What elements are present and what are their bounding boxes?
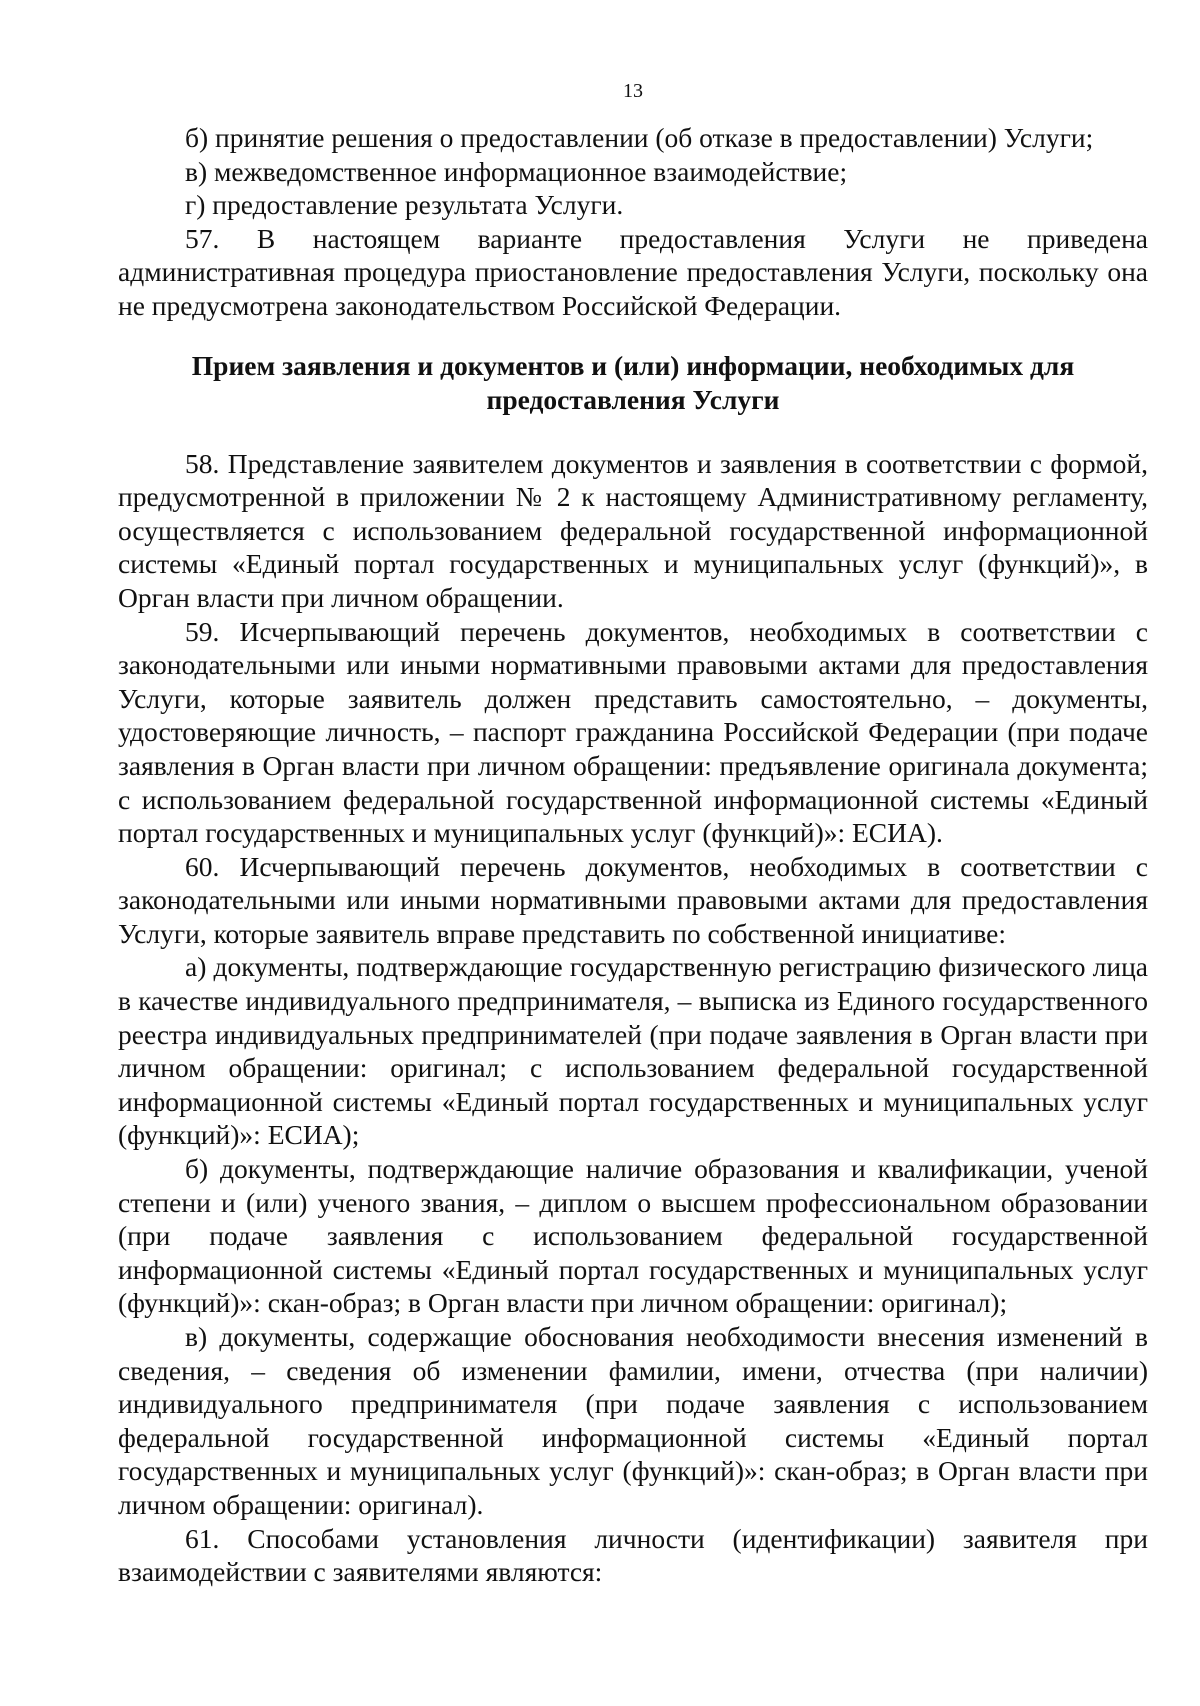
paragraph-58: 58. Представление заявителем документов и заявления в соответствии с формой, предусмотренной в приложении № 2 к настоящему Административному регламенту, осуществляется с использованием федеральной государственной информационной системы «Единый портал государственных и муниципальных услуг (функций)», в Орган власти при личном обращении. bbox=[118, 447, 1148, 613]
paragraph-59: 59. Исчерпывающий перечень документов, необходимых в соответствии с законодательными или иными нормативными правовыми актами для предоставления Услуги, которые заявитель должен представить самостоятельно, – документы, удостоверяющие личность, – паспорт гражданина Российской Федерации (при подаче заявления в Орган власти при личном обращении: предъявление оригинала документа; с использованием федеральной государственной информационной системы «Единый портал государственных и муниципальных услуг (функций)»: ЕСИА). bbox=[118, 615, 1148, 849]
paragraph-61: 61. Способами установления личности (идентификации) заявителя при взаимодействии с заявителями являются: bbox=[118, 1522, 1148, 1588]
section-heading: Прием заявления и документов и (или) информации, необходимых для предоставления Услуги bbox=[191, 349, 1075, 415]
list-item-g: г) предоставление результата Услуги. bbox=[185, 189, 624, 221]
list-item-v: в) межведомственное информационное взаимодействие; bbox=[185, 155, 848, 187]
paragraph-60: 60. Исчерпывающий перечень документов, необходимых в соответствии с законодательными или иными нормативными правовыми актами для предоставления Услуги, которые заявитель вправе представить по собственной инициативе: bbox=[118, 850, 1148, 949]
paragraph-57: 57. В настоящем варианте предоставления Услуги не приведена административная процедура приостановление предоставления Услуги, поскольку она не предусмотрена законодательством Российской Федерации. bbox=[118, 222, 1148, 321]
paragraph-60-b: б) документы, подтверждающие наличие образования и квалификации, ученой степени и (или) ученого звания, – диплом о высшем профессиональном образовании (при подаче заявления с использованием федеральной государственной информационной системы «Единый портал государственных и муниципальных услуг (функций)»: скан-образ; в Орган власти при личном обращении: оригинал); bbox=[118, 1153, 1148, 1319]
page-number: 13 bbox=[623, 80, 643, 102]
paragraph-60-a: а) документы, подтверждающие государственную регистрацию физического лица в качестве индивидуального предпринимателя, – выписка из Единого государственного реестра индивидуальных предпринимателей (при подаче заявления в Орган власти при личном обращении: оригинал; с использованием федеральной государственной информационной системы «Единый портал государственных и муниципальных услуг (функций)»: ЕСИА); bbox=[118, 951, 1148, 1151]
list-item-b: б) принятие решения о предоставлении (об отказе в предоставлении) Услуги; bbox=[185, 122, 1094, 153]
paragraph-60-v: в) документы, содержащие обоснования необходимости внесения изменений в сведения, – сведения об изменении фамилии, имени, отчества (при наличии) индивидуального предпринимателя (при подаче заявления с использованием федеральной государственной информационной системы «Единый портал государственных и муниципальных услуг (функций)»: скан-образ; в Орган власти при личном обращении: оригинал). bbox=[118, 1321, 1148, 1520]
